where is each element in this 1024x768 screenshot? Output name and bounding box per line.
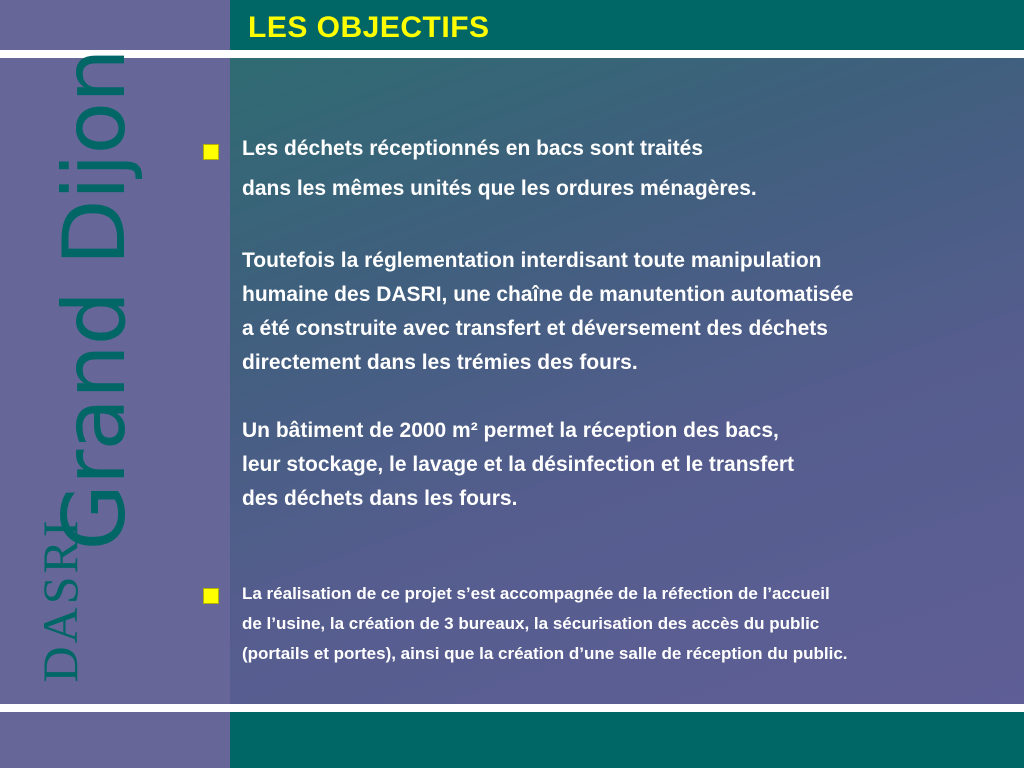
logo [0, 0, 230, 768]
bullet-2-line-3: (portails et portes), ainsi que la création d’une salle de réception du public. [242, 644, 848, 663]
bullet-2-line-1: La réalisation de ce projet s’est accompagnée de la réfection de l’accueil [242, 584, 830, 603]
bullet-2-line-2: de l’usine, la création de 3 bureaux, la sécurisation des accès du public [242, 614, 820, 633]
title-bar [230, 0, 1024, 50]
paragraph-1-line-4: directement dans les trémies des fours. [242, 351, 638, 374]
bullet-square-icon [203, 588, 219, 604]
logo-grand-dijon: Grand Dijon [45, 49, 145, 551]
logo-dasri: DASRI [32, 517, 88, 683]
paragraph-2-line-2: leur stockage, le lavage et la désinfection et le transfert [242, 453, 795, 476]
paragraph-1-line-3: a été construite avec transfert et déversement des déchets [242, 317, 828, 340]
paragraph-1-line-1: Toutefois la réglementation interdisant toute manipulation [242, 249, 822, 272]
bullet-1-line-1: Les déchets réceptionnés en bacs sont traités [242, 137, 703, 160]
footer-bar [230, 712, 1024, 768]
paragraph-2-line-3: des déchets dans les fours. [242, 487, 518, 510]
paragraph-1-line-2: humaine des DASRI, une chaîne de manutention automatisée [242, 283, 854, 306]
bullet-1-line-2: dans les mêmes unités que les ordures ménagères. [242, 177, 757, 200]
bullet-square-icon [203, 144, 219, 160]
page-title: LES OBJECTIFS [248, 11, 490, 44]
paragraph-2-line-1: Un bâtiment de 2000 m² permet la réception des bacs, [242, 419, 779, 442]
